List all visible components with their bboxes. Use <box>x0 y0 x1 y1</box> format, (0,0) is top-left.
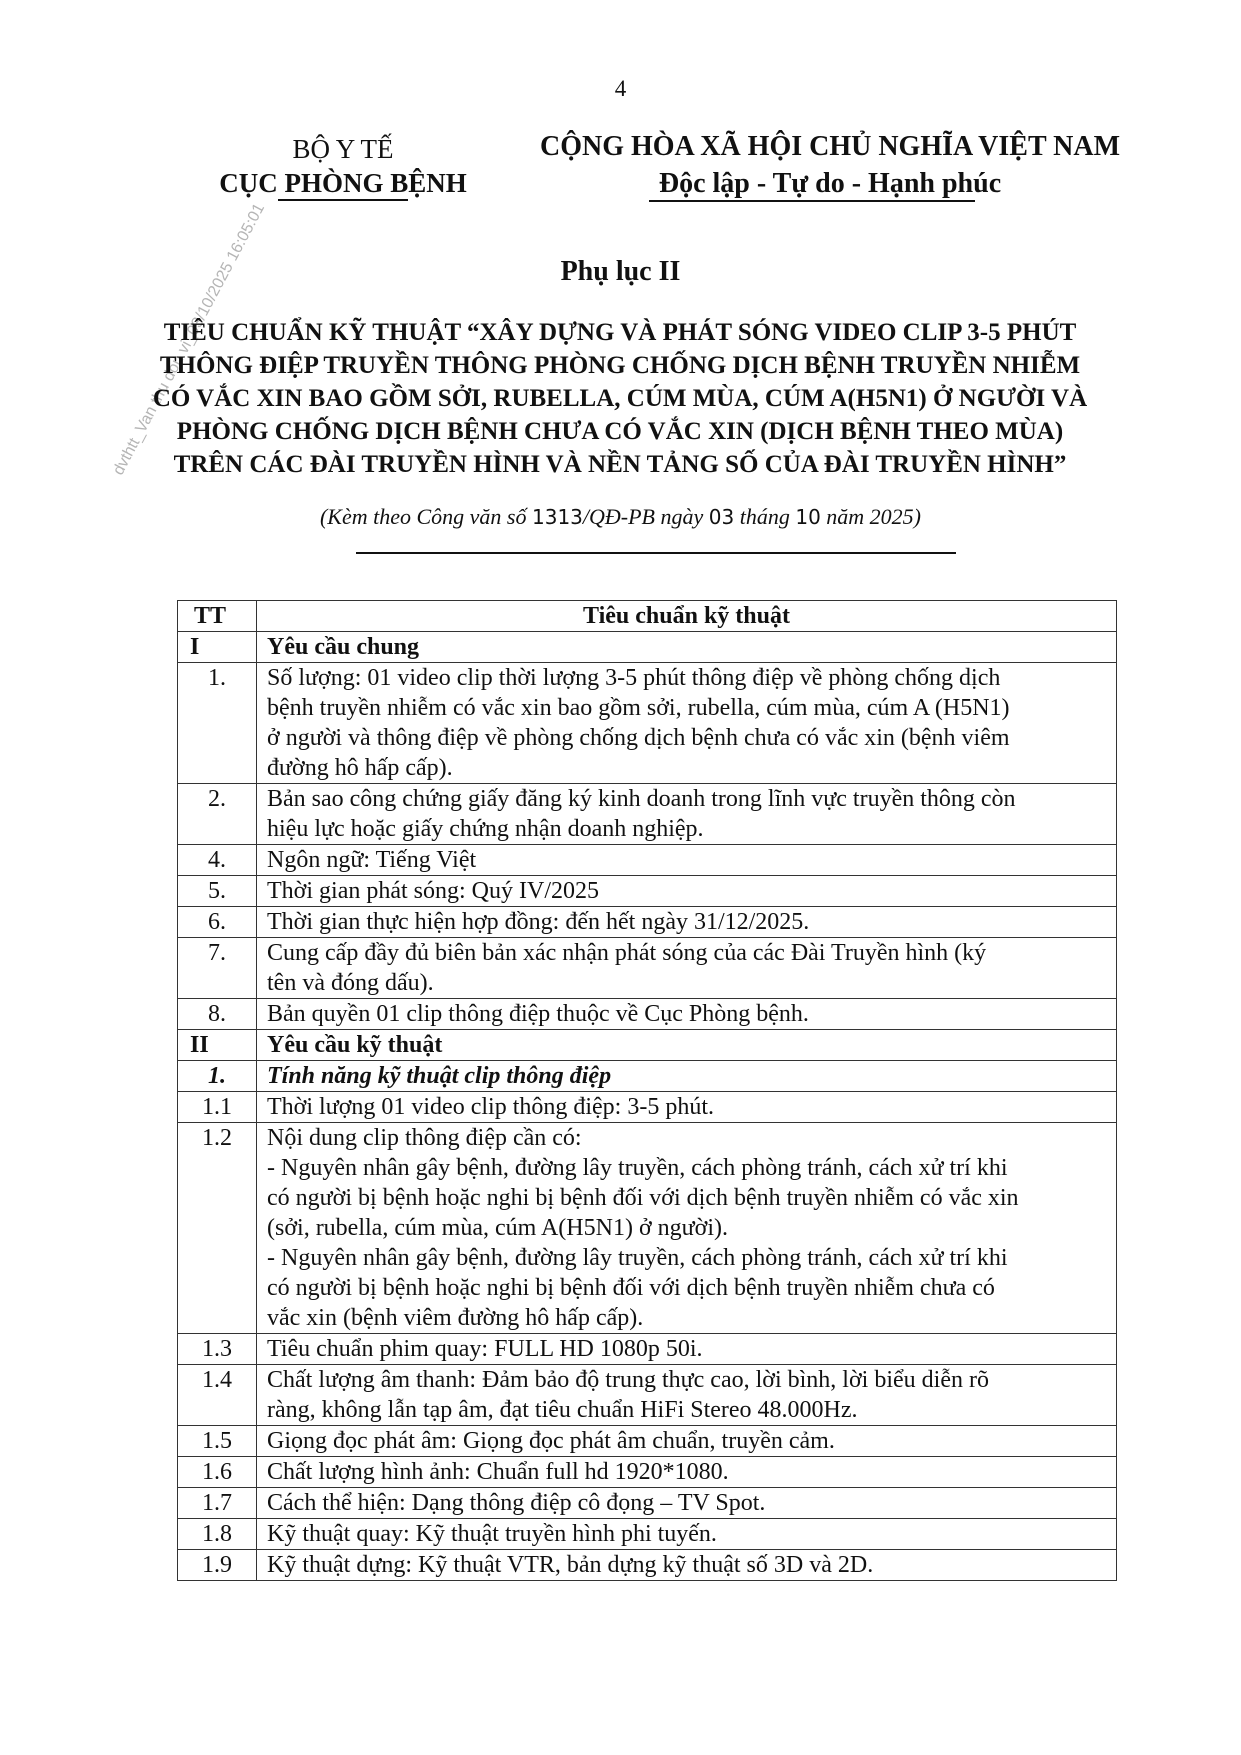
table-row <box>178 876 1117 907</box>
row-content <box>257 1061 1117 1092</box>
row-content <box>257 907 1117 938</box>
row-text-line: hiệu lực hoặc giấy chứng nhận doanh nghiệp. <box>267 816 704 842</box>
row-number: 1.1 <box>178 1092 257 1123</box>
row-text-line: Yêu cầu kỹ thuật <box>267 1032 443 1058</box>
row-content <box>257 663 1117 784</box>
row-number: 7. <box>178 938 257 999</box>
row-content <box>257 1092 1117 1123</box>
row-text-line: Kỹ thuật dựng: Kỹ thuật VTR, bản dựng kỹ thuật số 3D và 2D. <box>267 1552 874 1578</box>
row-content <box>257 999 1117 1030</box>
table-row <box>178 1457 1117 1488</box>
row-number: 1.2 <box>178 1123 257 1334</box>
row-content <box>257 938 1117 999</box>
reference-text: /QĐ-PB ngày <box>582 504 709 529</box>
issuing-agency <box>178 132 508 200</box>
table-row <box>178 1365 1117 1426</box>
row-text-line: Bản quyền 01 clip thông điệp thuộc về Cục Phòng bệnh. <box>267 1001 809 1027</box>
table-header-row <box>178 601 1117 632</box>
table-row <box>178 907 1117 938</box>
row-text-line: Thời gian thực hiện hợp đồng: đến hết ngày 31/12/2025. <box>267 909 810 935</box>
document-title <box>140 316 1100 481</box>
row-content <box>257 784 1117 845</box>
row-content <box>257 632 1117 663</box>
row-content <box>257 1334 1117 1365</box>
row-content <box>257 1123 1117 1334</box>
reference-text: (Kèm theo Công văn số <box>319 504 532 529</box>
appendix-label: Phụ lục II <box>560 256 681 287</box>
table-row <box>178 999 1117 1030</box>
title-line: TIÊU CHUẨN KỸ THUẬT “XÂY DỰNG VÀ PHÁT SÓNG VIDEO CLIP 3-5 PHÚT <box>163 319 1077 346</box>
row-content <box>257 1426 1117 1457</box>
row-number: II <box>178 1030 257 1061</box>
row-content <box>257 1457 1117 1488</box>
table-row <box>178 663 1117 784</box>
table-row <box>178 845 1117 876</box>
row-text-line: có người bị bệnh hoặc nghi bị bệnh đối với dịch bệnh truyền nhiễm có vắc xin <box>267 1185 1019 1211</box>
reference-text: tháng <box>734 504 796 529</box>
handwritten-doc-number: 1313 <box>532 505 583 529</box>
row-text-line: ở người và thông điệp về phòng chống dịch bệnh chưa có vắc xin (bệnh viêm <box>267 725 1010 751</box>
row-number: 1. <box>178 1061 257 1092</box>
column-header-tt: TT <box>178 601 257 632</box>
row-text-line: Số lượng: 01 video clip thời lượng 3-5 phút thông điệp về phòng chống dịch <box>267 665 1001 691</box>
document-reference <box>0 504 1241 530</box>
table-row <box>178 1334 1117 1365</box>
row-text-line: Tính năng kỹ thuật clip thông điệp <box>267 1063 612 1089</box>
row-text-line: có người bị bệnh hoặc nghi bị bệnh đối với dịch bệnh truyền nhiễm chưa có <box>267 1275 995 1301</box>
row-number: I <box>178 632 257 663</box>
row-number: 1.5 <box>178 1426 257 1457</box>
section-row <box>178 1030 1117 1061</box>
row-content <box>257 1550 1117 1581</box>
row-text-line: (sởi, rubella, cúm mùa, cúm A(H5N1) ở người). <box>267 1215 728 1241</box>
title-line: TRÊN CÁC ĐÀI TRUYỀN HÌNH VÀ NỀN TẢNG SỐ CỦA ĐÀI TRUYỀN HÌNH” <box>173 451 1067 478</box>
national-header <box>510 128 1150 202</box>
row-content <box>257 1030 1117 1061</box>
title-line: CÓ VẮC XIN BAO GỒM SỞI, RUBELLA, CÚM MÙA, CÚM A(H5N1) Ở NGƯỜI VÀ <box>152 385 1088 412</box>
row-text-line: vắc xin (bệnh viêm đường hô hấp cấp). <box>267 1305 644 1331</box>
row-text-line: đường hô hấp cấp). <box>267 755 453 781</box>
national-motto: Độc lập - Tự do - Hạnh phúc <box>658 168 1002 199</box>
row-number: 1.8 <box>178 1519 257 1550</box>
table-row <box>178 1488 1117 1519</box>
row-number: 2. <box>178 784 257 845</box>
row-text-line: Giọng đọc phát âm: Giọng đọc phát âm chuẩn, truyền cảm. <box>267 1428 835 1454</box>
row-number: 1.7 <box>178 1488 257 1519</box>
row-text-line: Tiêu chuẩn phim quay: FULL HD 1080p 50i. <box>267 1336 703 1362</box>
row-text-line: Cách thể hiện: Dạng thông điệp cô đọng – TV Spot. <box>267 1490 766 1516</box>
row-content <box>257 1488 1117 1519</box>
table-row <box>178 1519 1117 1550</box>
row-text-line: Cung cấp đầy đủ biên bản xác nhận phát sóng của các Đài Truyền hình (ký <box>267 940 987 966</box>
row-text-line: - Nguyên nhân gây bệnh, đường lây truyền, cách phòng tránh, cách xử trí khi <box>267 1245 1008 1271</box>
title-line: PHÒNG CHỐNG DỊCH BỆNH CHƯA CÓ VẮC XIN (DỊCH BỆNH THEO MÙA) <box>176 418 1064 445</box>
agency-underline <box>278 199 408 201</box>
row-text-line: ràng, không lẫn tạp âm, đạt tiêu chuẩn HiFi Stereo 48.000Hz. <box>267 1397 858 1423</box>
ministry-name: BỘ Y TẾ <box>292 134 394 164</box>
reference-text: năm 2025) <box>820 504 922 529</box>
row-text-line: Thời lượng 01 video clip thông điệp: 3-5 phút. <box>267 1094 715 1120</box>
row-content <box>257 1365 1117 1426</box>
row-number: 1.3 <box>178 1334 257 1365</box>
row-text-line: Thời gian phát sóng: Quý IV/2025 <box>267 878 599 904</box>
row-text-line: Chất lượng hình ảnh: Chuẩn full hd 1920*1080. <box>267 1459 729 1485</box>
handwritten-day: 03 <box>708 505 735 529</box>
row-number: 8. <box>178 999 257 1030</box>
row-content <box>257 1519 1117 1550</box>
row-text-line: Nội dung clip thông điệp cần có: <box>267 1125 582 1151</box>
department-name: CỤC PHÒNG BỆNH <box>219 168 467 198</box>
row-number: 6. <box>178 907 257 938</box>
column-header-standard: Tiêu chuẩn kỹ thuật <box>257 601 1117 632</box>
row-number: 1.4 <box>178 1365 257 1426</box>
row-number: 1.6 <box>178 1457 257 1488</box>
row-number: 1. <box>178 663 257 784</box>
row-number: 1.9 <box>178 1550 257 1581</box>
digital-signature-watermark: dvthtt_Van thu don vi_03/10/2025 16:05:01 <box>110 200 269 478</box>
row-text-line: Ngôn ngữ: Tiếng Việt <box>267 847 477 873</box>
row-content <box>257 845 1117 876</box>
row-text-line: Bản sao công chứng giấy đăng ký kinh doanh trong lĩnh vực truyền thông còn <box>267 786 1016 812</box>
title-line: THÔNG ĐIỆP TRUYỀN THÔNG PHÒNG CHỐNG DỊCH BỆNH TRUYỀN NHIỄM <box>159 352 1081 379</box>
reference-rule <box>356 552 956 554</box>
subsection-row <box>178 1061 1117 1092</box>
handwritten-month: 10 <box>795 505 821 529</box>
section-row <box>178 632 1117 663</box>
row-text-line: Chất lượng âm thanh: Đảm bảo độ trung thực cao, lời bình, lời biểu diễn rõ <box>267 1367 989 1393</box>
table-row <box>178 1426 1117 1457</box>
technical-standards-table <box>177 600 1117 1581</box>
motto-underline <box>649 200 975 202</box>
row-number: 4. <box>178 845 257 876</box>
row-number: 5. <box>178 876 257 907</box>
table-row <box>178 1092 1117 1123</box>
table-row <box>178 938 1117 999</box>
row-text-line: - Nguyên nhân gây bệnh, đường lây truyền, cách phòng tránh, cách xử trí khi <box>267 1155 1008 1181</box>
table-row <box>178 1550 1117 1581</box>
table-row <box>178 784 1117 845</box>
row-text-line: Yêu cầu chung <box>267 634 420 660</box>
page-number: 4 <box>614 76 627 101</box>
row-content <box>257 876 1117 907</box>
row-text-line: bệnh truyền nhiễm có vắc xin bao gồm sởi, rubella, cúm mùa, cúm A (H5N1) <box>267 695 1010 721</box>
row-text-line: Kỹ thuật quay: Kỹ thuật truyền hình phi tuyến. <box>267 1521 717 1547</box>
country-name: CỘNG HÒA XÃ HỘI CHỦ NGHĨA VIỆT NAM <box>539 131 1121 162</box>
table-row <box>178 1123 1117 1334</box>
row-text-line: tên và đóng dấu). <box>267 970 434 996</box>
